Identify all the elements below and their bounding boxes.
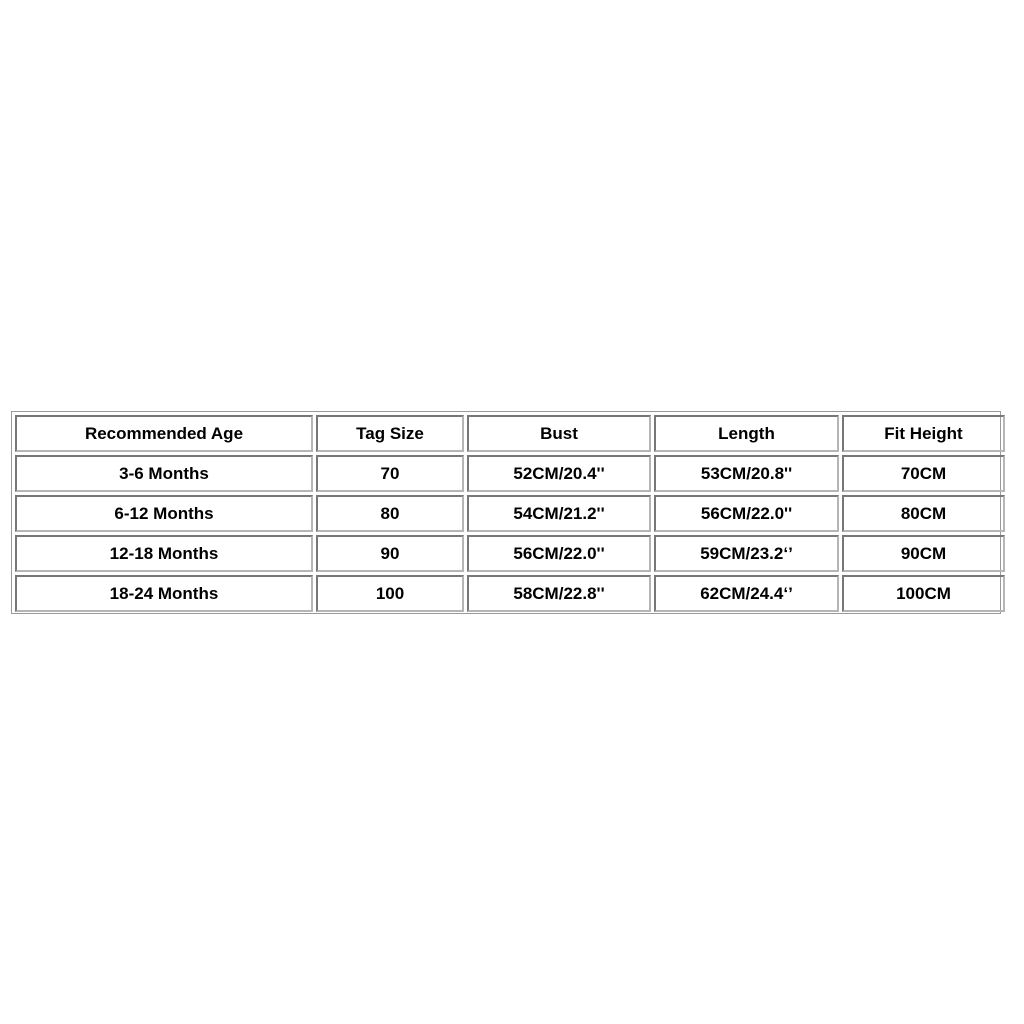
cell-tag-size: 70 <box>316 455 464 492</box>
cell-recommended-age: 6-12 Months <box>15 495 313 532</box>
table-row <box>15 495 1005 532</box>
cell-length: 59CM/23.2‘’ <box>654 535 839 572</box>
cell-tag-size: 90 <box>316 535 464 572</box>
cell-fit-height: 70CM <box>842 455 1005 492</box>
cell-fit-height: 100CM <box>842 575 1005 612</box>
cell-bust: 56CM/22.0'' <box>467 535 651 572</box>
cell-length: 56CM/22.0'' <box>654 495 839 532</box>
table-header-row <box>15 415 1005 452</box>
cell-tag-size: 100 <box>316 575 464 612</box>
table-row <box>15 535 1005 572</box>
size-chart <box>11 411 1001 614</box>
cell-length: 53CM/20.8'' <box>654 455 839 492</box>
header-bust: Bust <box>467 415 651 452</box>
header-tag-size: Tag Size <box>316 415 464 452</box>
cell-bust: 58CM/22.8'' <box>467 575 651 612</box>
cell-tag-size: 80 <box>316 495 464 532</box>
header-length: Length <box>654 415 839 452</box>
cell-bust: 52CM/20.4'' <box>467 455 651 492</box>
table-row <box>15 575 1005 612</box>
table-row <box>15 455 1005 492</box>
cell-fit-height: 80CM <box>842 495 1005 532</box>
header-fit-height: Fit Height <box>842 415 1005 452</box>
size-table <box>12 412 1008 615</box>
cell-recommended-age: 3-6 Months <box>15 455 313 492</box>
cell-bust: 54CM/21.2'' <box>467 495 651 532</box>
cell-fit-height: 90CM <box>842 535 1005 572</box>
header-recommended-age: Recommended Age <box>15 415 313 452</box>
cell-length: 62CM/24.4‘’ <box>654 575 839 612</box>
cell-recommended-age: 18-24 Months <box>15 575 313 612</box>
cell-recommended-age: 12-18 Months <box>15 535 313 572</box>
